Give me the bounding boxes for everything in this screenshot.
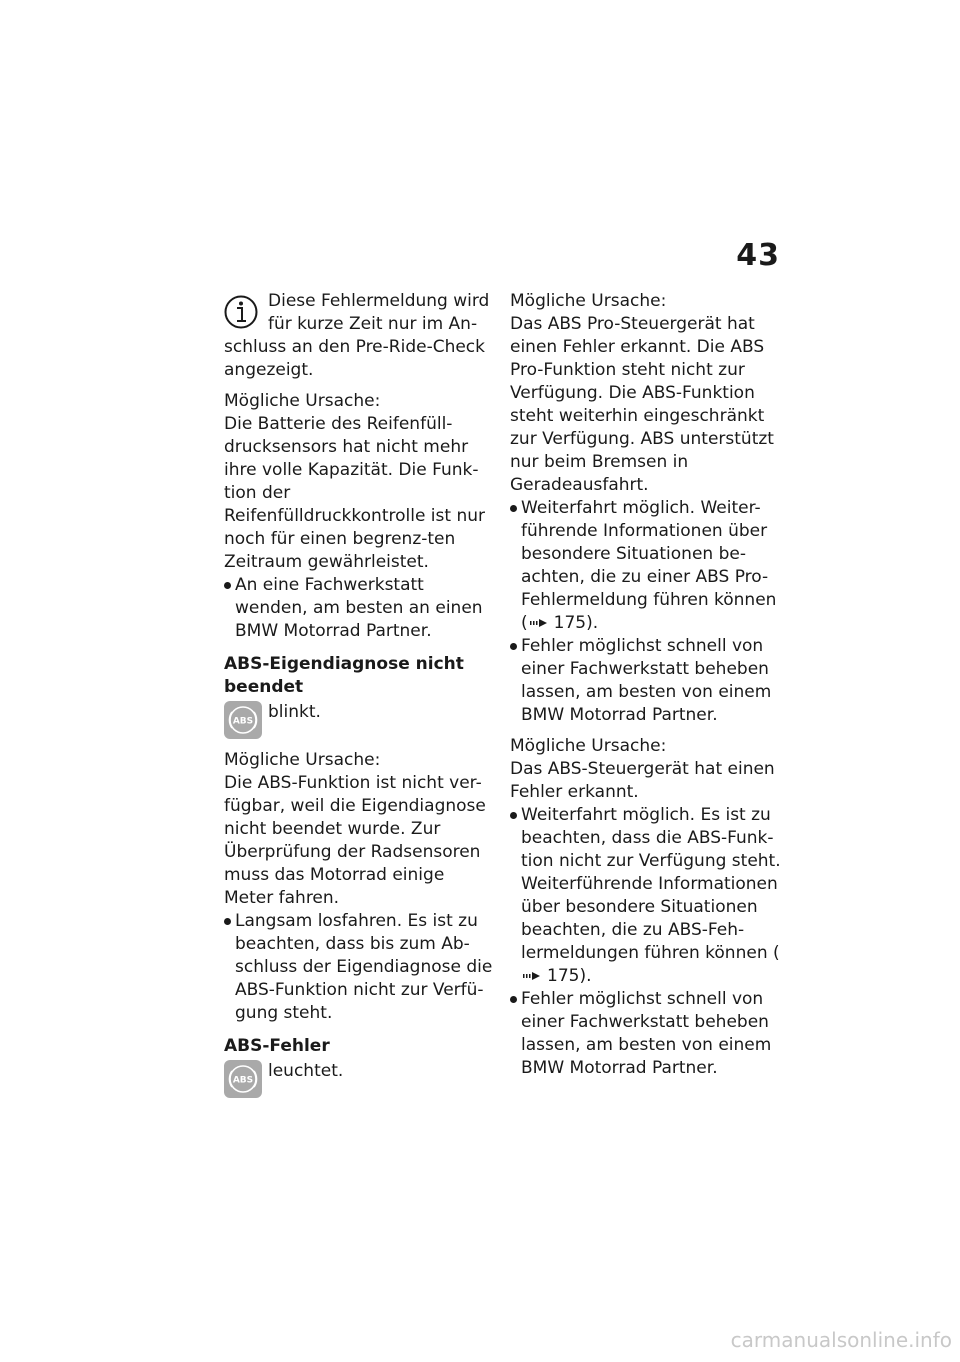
watermark-footer: carmanualsonline.info <box>730 1328 952 1352</box>
list-item: Fehler möglichst schnell von einer Fachwerkstatt beheben lassen, am besten von einem BMW Motorrad Partner. <box>510 635 782 727</box>
page-reference-arrow-icon <box>523 970 541 982</box>
list-item-end: ). <box>586 613 599 633</box>
section-heading-abs-error: ABS-Fehler <box>224 1036 330 1056</box>
list-item <box>510 804 782 988</box>
abs-warning-icon <box>224 701 262 739</box>
abs-lamp-label: ABS <box>232 1075 254 1086</box>
cause-label: Mögliche Ursache: <box>510 736 667 756</box>
info-text-1: Diese Fehlermeldung wird für kurze Zeit nur im An- <box>268 291 490 334</box>
lamp-state: blinkt. <box>268 702 321 722</box>
list-item: Fehler möglichst schnell von einer Fachwerkstatt beheben lassen, am besten von einem BMW Motorrad Partner. <box>510 988 782 1080</box>
cause-label: Mögliche Ursache: <box>224 391 381 411</box>
page-reference-arrow-icon <box>530 617 548 629</box>
section-heading-abs-selfdiagnosis: ABS-Eigendiagnose nicht beendet <box>224 654 464 697</box>
right-column <box>510 290 782 1080</box>
list-item: Langsam losfahren. Es ist zu beachten, dass bis zum Ab-schluss der Eigendiagnose die ABS-Funktion nicht zur Verfü-gung steht. <box>224 910 496 1025</box>
list-item-text: Weiterfahrt möglich. Weiter-führende Informationen über besondere Situationen be-achten, die zu einer ABS Pro-Fehlermeldung führen können ( <box>521 498 777 633</box>
warning-lamp-row <box>224 1060 496 1100</box>
list-item-end: ). <box>579 966 592 986</box>
page-reference[interactable]: 175 <box>553 613 587 633</box>
page-number: 43 <box>736 238 780 273</box>
bullet-list <box>224 910 496 1025</box>
cause-text: Das ABS-Steuergerät hat einen Fehler erkannt. <box>510 759 775 802</box>
cause-label: Mögliche Ursache: <box>224 750 381 770</box>
cause-text: Die Batterie des Reifenfüll-drucksensors hat nicht mehr ihre volle Kapazität. Die Funk-tion der Reifenfülldruckkontrolle ist nur noch für einen begrenz-ten Zeitraum gewährleistet. <box>224 414 485 572</box>
info-icon <box>224 294 260 332</box>
cause-text: Das ABS Pro-Steuergerät hat einen Fehler erkannt. Die ABS Pro-Funktion steht nicht zur Verfügung. Die ABS-Funktion steht weiterhin eingeschränkt zur Verfügung. ABS unterstützt nur beim Bremsen in Geradeausfahrt. <box>510 314 774 495</box>
list-item-text: Weiterfahrt möglich. Es ist zu beachten, dass die ABS-Funk-tion nicht zur Verfügung steht. Weiterführende Informationen über besondere Situationen beachten, die zu ABS-Feh-lermeldungen führen können ( <box>521 805 781 963</box>
list-item: An eine Fachwerkstatt wenden, am besten an einen BMW Motorrad Partner. <box>224 574 496 643</box>
abs-warning-icon <box>224 1060 262 1098</box>
list-item <box>510 497 782 635</box>
page-reference[interactable]: 175 <box>547 966 580 986</box>
cause-label: Mögliche Ursache: <box>510 291 667 311</box>
bullet-list <box>510 497 782 727</box>
left-column <box>224 290 496 1100</box>
bullet-list <box>224 574 496 643</box>
info-note <box>224 290 496 382</box>
info-text-2: schluss an den Pre-Ride-Check angezeigt. <box>224 337 485 380</box>
bullet-list <box>510 804 782 1080</box>
lamp-state: leuchtet. <box>268 1061 344 1081</box>
abs-lamp-label: ABS <box>232 716 254 727</box>
cause-text: Die ABS-Funktion ist nicht ver-fügbar, weil die Eigendiagnose nicht beendet wurde. Zur Überprüfung der Radsensoren muss das Motorrad einige Meter fahren. <box>224 773 486 908</box>
warning-lamp-row <box>224 701 496 741</box>
